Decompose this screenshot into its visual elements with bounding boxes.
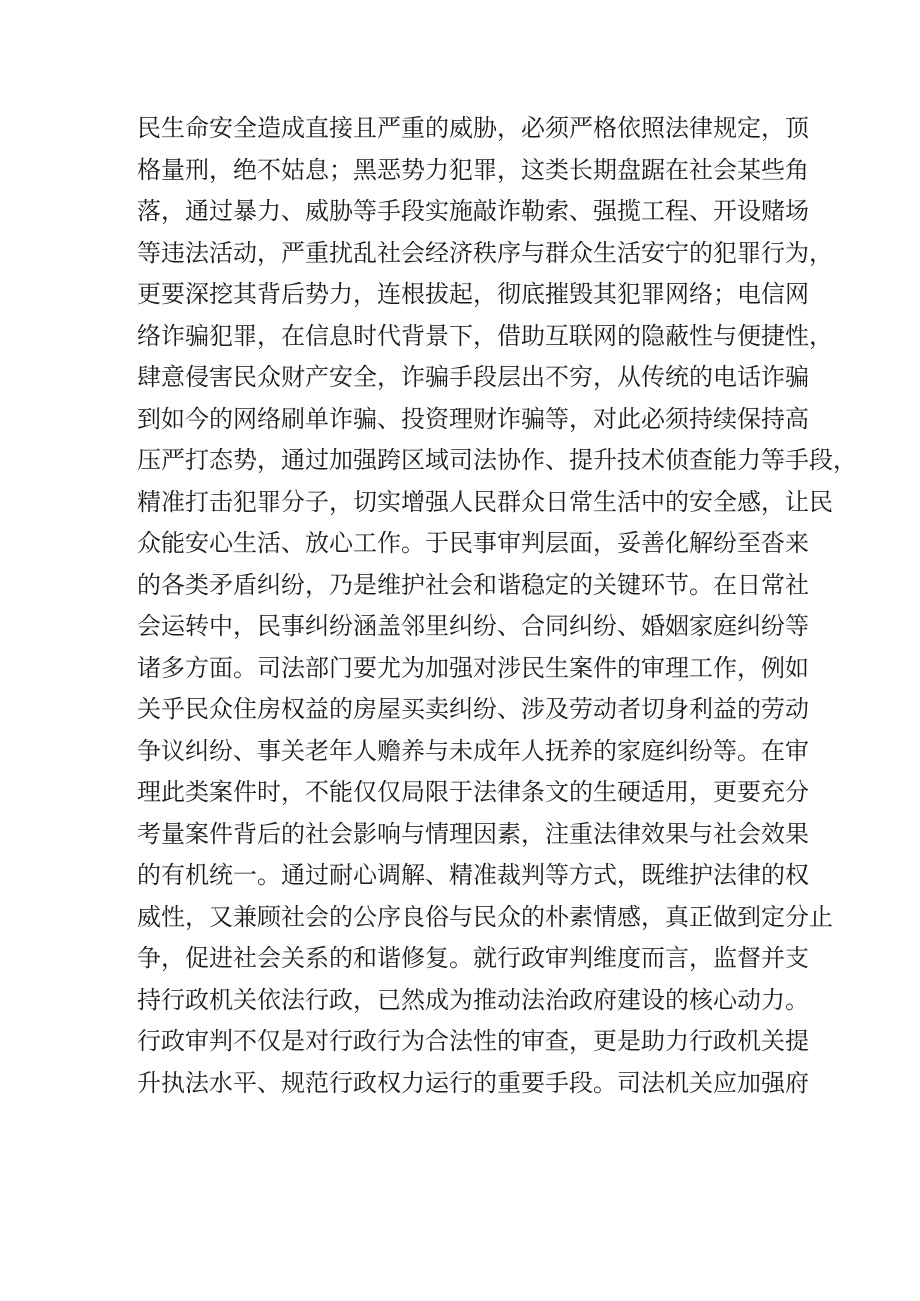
text-line: 等违法活动，严重扰乱社会经济秩序与群众生活安宁的犯罪行为， [137,238,833,267]
text-line: 行政审判不仅是对行政行为合法性的审查，更是助力行政机关提 [137,1027,809,1055]
text-line: 精准打击犯罪分子，切实增强人民群众日常生活中的安全感，让民 [137,487,833,516]
text-line: 会运转中，民事纠纷涵盖邻里纠纷、合同纠纷、婚姻家庭纠纷等 [137,612,809,640]
text-line: 民生命安全造成直接且严重的威胁，必须严格依照法律规定，顶 [137,114,809,142]
text-line: 争议纠纷、事关老年人赡养与未成年人抚养的家庭纠纷等。在审 [137,736,809,765]
text-line: 落，通过暴力、威胁等手段实施敲诈勒索、强揽工程、开设赌场 [137,197,809,225]
text-line: 升执法水平、规范行政权力运行的重要手段。司法机关应加强府 [137,1068,809,1097]
text-line: 关乎民众住房权益的房屋买卖纠纷、涉及劳动者切身利益的劳动 [137,695,809,723]
text-line: 肆意侵害民众财产安全，诈骗手段层出不穷，从传统的电话诈骗 [137,363,809,391]
text-line: 诸多方面。司法部门要尤为加强对涉民生案件的审理工作，例如 [137,653,809,682]
text-line: 到如今的网络刷单诈骗、投资理财诈骗等，对此必须持续保持高 [137,404,809,433]
text-line: 的有机统一。通过耐心调解、精准裁判等方式，既维护法律的权 [137,861,809,889]
text-line: 考量案件背后的社会影响与情理因素，注重法律效果与社会效果 [137,819,809,848]
text-line: 更要深挖其背后势力，连根拔起，彻底摧毁其犯罪网络；电信网 [137,280,809,308]
text-line: 理此类案件时，不能仅仅局限于法律条文的生硬适用，更要充分 [137,778,809,806]
text-line: 威性，又兼顾社会的公序良俗与民众的朴素情感，真正做到定分止 [137,902,833,931]
text-line: 争，促进社会关系的和谐修复。就行政审判维度而言，监督并支 [137,944,809,972]
text-line: 的各类矛盾纠纷，乃是维护社会和谐稳定的关键环节。在日常社 [137,570,809,599]
text-line: 格量刑，绝不姑息；黑恶势力犯罪，这类长期盘踞在社会某些角 [137,155,809,184]
body-paragraph [137,108,857,1104]
text-line: 压严打态势，通过加强跨区域司法协作、提升技术侦查能力等手段， [137,446,857,474]
text-line: 众能安心生活、放心工作。于民事审判层面，妥善化解纷至沓来 [137,529,809,557]
text-line: 络诈骗犯罪，在信息时代背景下，借助互联网的隐蔽性与便捷性， [137,321,833,350]
text-line: 持行政机关依法行政，已然成为推动法治政府建设的核心动力。 [137,985,809,1014]
